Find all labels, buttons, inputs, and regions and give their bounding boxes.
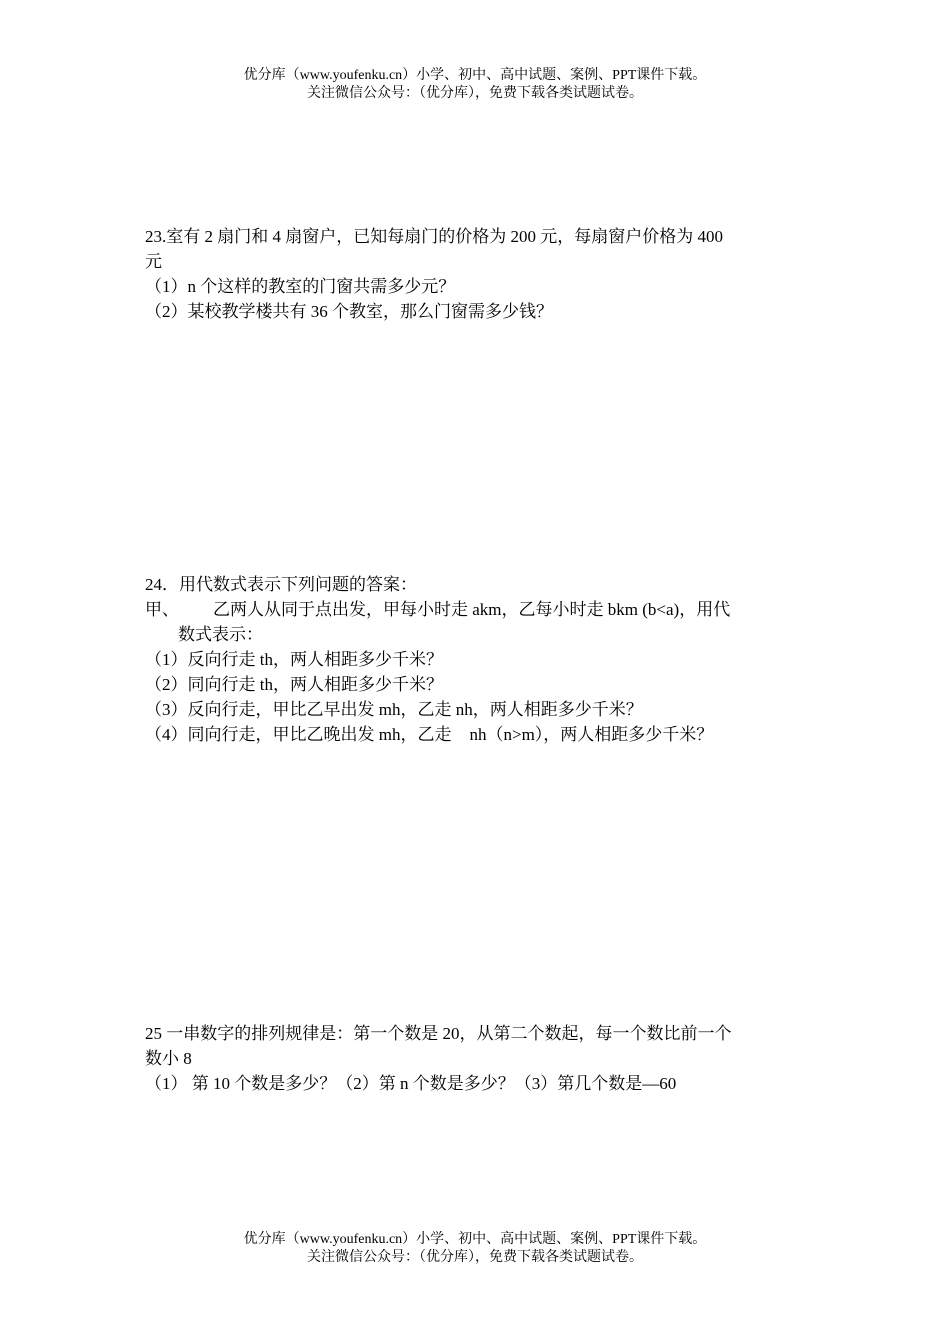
q23-stem-line-2: 元 (145, 252, 162, 271)
page-footer (0, 1231, 950, 1267)
q24-part-3: （3）反向行走，甲比乙早出发 mh，乙走 nh，两人相距多少千米？ (145, 700, 643, 719)
q24-stem-line-3: 数式表示： (178, 625, 263, 644)
question-23 (145, 224, 810, 324)
footer-line-2: 关注微信公众号：（优分库），免费下载各类试题试卷。 (307, 1250, 643, 1265)
header-line-2: 关注微信公众号：（优分库），免费下载各类试题试卷。 (307, 86, 643, 101)
q24-part-4-b: nh（n>m），两人相距多少千米？ (469, 725, 714, 744)
q25-parts: （1） 第 10 个数是多少？（2）第 n 个数是多少？（3）第几个数是—60 (145, 1074, 677, 1093)
question-25 (145, 1021, 810, 1096)
q23-stem-line-1: 23.室有 2 扇门和 4 扇窗户，已知每扇门的价格为 200 元，每扇窗户价格为 400 (145, 227, 723, 246)
footer-line-1: 优分库（www.youfenku.cn）小学、初中、高中试题、案例、PPT课件下载。 (243, 1232, 707, 1247)
q24-stem-line-2-a: 甲、 (145, 600, 179, 619)
q24-stem: 24．用代数式表示下列问题的答案： (145, 575, 417, 594)
q24-part-2: （2）同向行走 th，两人相距多少千米？ (145, 675, 443, 694)
q25-stem-line-2: 数小 8 (145, 1049, 192, 1068)
q23-part-2: （2）某校教学楼共有 36 个教室，那么门窗需多少钱？ (145, 302, 553, 321)
q24-part-4 (145, 722, 810, 747)
q24-stem-line-2 (145, 597, 810, 622)
q24-part-1: （1）反向行走 th，两人相距多少千米？ (145, 650, 443, 669)
q23-part-1: （1）n 个这样的教室的门窗共需多少元？ (145, 277, 456, 296)
q24-stem-line-2-b: 乙两人从同于点出发，甲每小时走 akm，乙每小时走 bkm (b<a)，用代 (213, 600, 731, 619)
q24-part-4-a: （4）同向行走，甲比乙晚出发 mh，乙走 (145, 725, 452, 744)
header-line-1: 优分库（www.youfenku.cn）小学、初中、高中试题、案例、PPT课件下载。 (243, 68, 707, 83)
question-24 (145, 572, 810, 747)
q25-stem-line-1: 25 一串数字的排列规律是：第一个数是 20，从第二个数起，每一个数比前一个 (145, 1024, 732, 1043)
page-header (0, 67, 950, 103)
